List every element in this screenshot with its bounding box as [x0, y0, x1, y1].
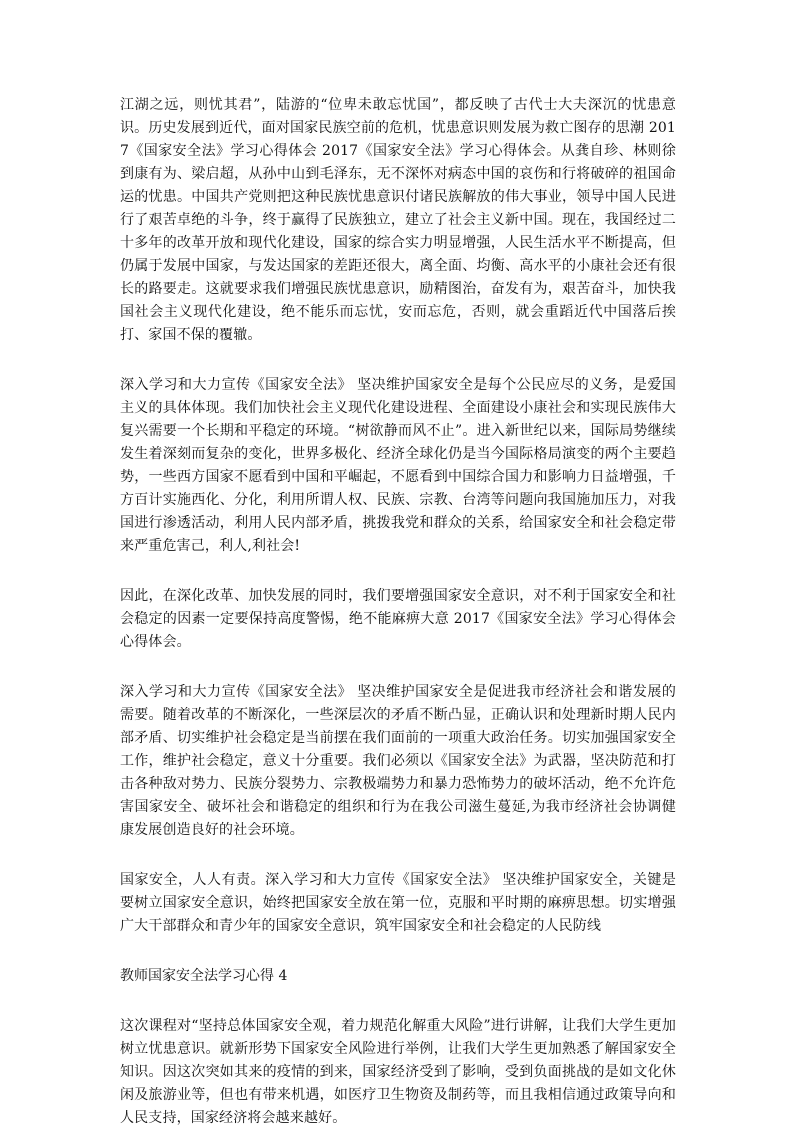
paragraph-patriotic-worry: 江湖之远，则忧其君”，陆游的“位卑未敢忘忧国”，都反映了古代士大夫深沉的忧患意识。历史发展到近代，面对国家民族空前的危机，忧患意识则发展为救亡图存的思潮 2017《国家安全法》学习心得体会 2017《国家安全法》学习心得体会。从龚自珍、林则徐到康有为、梁启超，从孙中山到毛泽东，无不深怀对病态中国的哀伤和行将破碎的祖国命运的忧患。中国共产党则把这种民族忧患意识付诸民族解放的伟大事业，领导中国人民进行了艰苦卓绝的斗争，终于赢得了民族独立，建立了社会主义新中国。现在，我国经过二十多年的改革开放和现代化建设，国家的综合实力明显增强，人民生活水平不断提高，但仍属于发展中国家，与发达国家的差距还很大，离全面、均衡、高水平的小康社会还有很长的路要走。这就要求我们增强民族忧患意识，励精图治，奋发有为，艰苦奋斗，加快我国社会主义现代化建设，绝不能乐而忘忧，安而忘危，否则，就会重蹈近代中国落后挨打、家国不保的覆辙。: [120, 97, 676, 343]
section-heading: 教师国家安全法学习心得 4: [120, 968, 288, 984]
paragraph-gap: [120, 842, 676, 869]
paragraph-social-stability: 深入学习和大力宣传《国家安全法》 坚决维护国家安全是促进我市经济社会和谐发展的需要。随着改革的不断深化，一些深层次的矛盾不断凸显，正确认识和处理新时期人民内部矛盾、切实维护社会稳定是当前摆在我们面前的一项重大政治任务。切实加强国家安全工作，维护社会稳定，意义十分重要。我们必须以《国家安全法》为武器，坚决防范和打击各种敌对势力、民族分裂势力、宗教极端势力和暴力恐怖势力的破坏活动，绝不允许危害国家安全、破坏社会和谐稳定的组织和行为在我公司滋生蔓延,为我市经济社会协调健康发展创造良好的社会环境。: [120, 684, 676, 838]
paragraph-course-reflection: 这次课程对“坚持总体国家安全观，着力规范化解重大风险”进行讲解，让我们大学生更加树立忧患意识。就新形势下国家安全风险进行举例，让我们大学生更加熟悉了解国家安全知识。因这次突如其来的疫情的到来，国家经济受到了影响，受到负面挑战的是如文化休闲及旅游业等，但也有带来机遇，如医疗卫生物资及制药等，而且我相信通过政策导向和人民支持，国家经济将会越来越好。: [120, 1018, 676, 1126]
paragraph-gap: [120, 654, 676, 681]
paragraph-gap: [120, 347, 676, 374]
document-page: [120, 94, 676, 1130]
paragraph-gap: [120, 558, 676, 585]
paragraph-security-awareness: 因此，在深化改革、加快发展的同时，我们要增强国家安全意识，对不利于国家安全和社会稳定的因素一定要保持高度警惕，绝不能麻痹大意 2017《国家安全法》学习心得体会心得体会。: [120, 588, 676, 650]
paragraph-national-security-duty: 深入学习和大力宣传《国家安全法》 坚决维护国家安全是每个公民应尽的义务，是爱国主义的具体体现。我们加快社会主义现代化建设进程、全面建设小康社会和实现民族伟大复兴需要一个长期和平稳定的环境。“树欲静而风不止”。进入新世纪以来，国际局势继续发生着深刻而复杂的变化，世界多极化、经济全球化仍是当今国际格局演变的两个主要趋势，一些西方国家不愿看到中国和平崛起，不愿看到中国综合国力和影响力日益增强，千方百计实施西化、分化，利用所谓人权、民族、宗教、台湾等问题向我国施加压力，对我国进行渗透活动，利用人民内部矛盾，挑拨我党和群众的关系，给国家安全和社会稳定带来严重危害己，利人,利社会!: [120, 377, 676, 554]
paragraph-everyone-responsible: 国家安全，人人有责。深入学习和大力宣传《国家安全法》 坚决维护国家安全，关键是要树立国家安全意识，始终把国家安全放在第一位，克服和平时期的麻痹思想。切实增强广大干部群众和青少年的国家安全意识，筑牢国家安全和社会稳定的人民防线: [120, 872, 676, 934]
paragraph-gap: [120, 988, 676, 1015]
paragraph-gap: [120, 938, 676, 965]
